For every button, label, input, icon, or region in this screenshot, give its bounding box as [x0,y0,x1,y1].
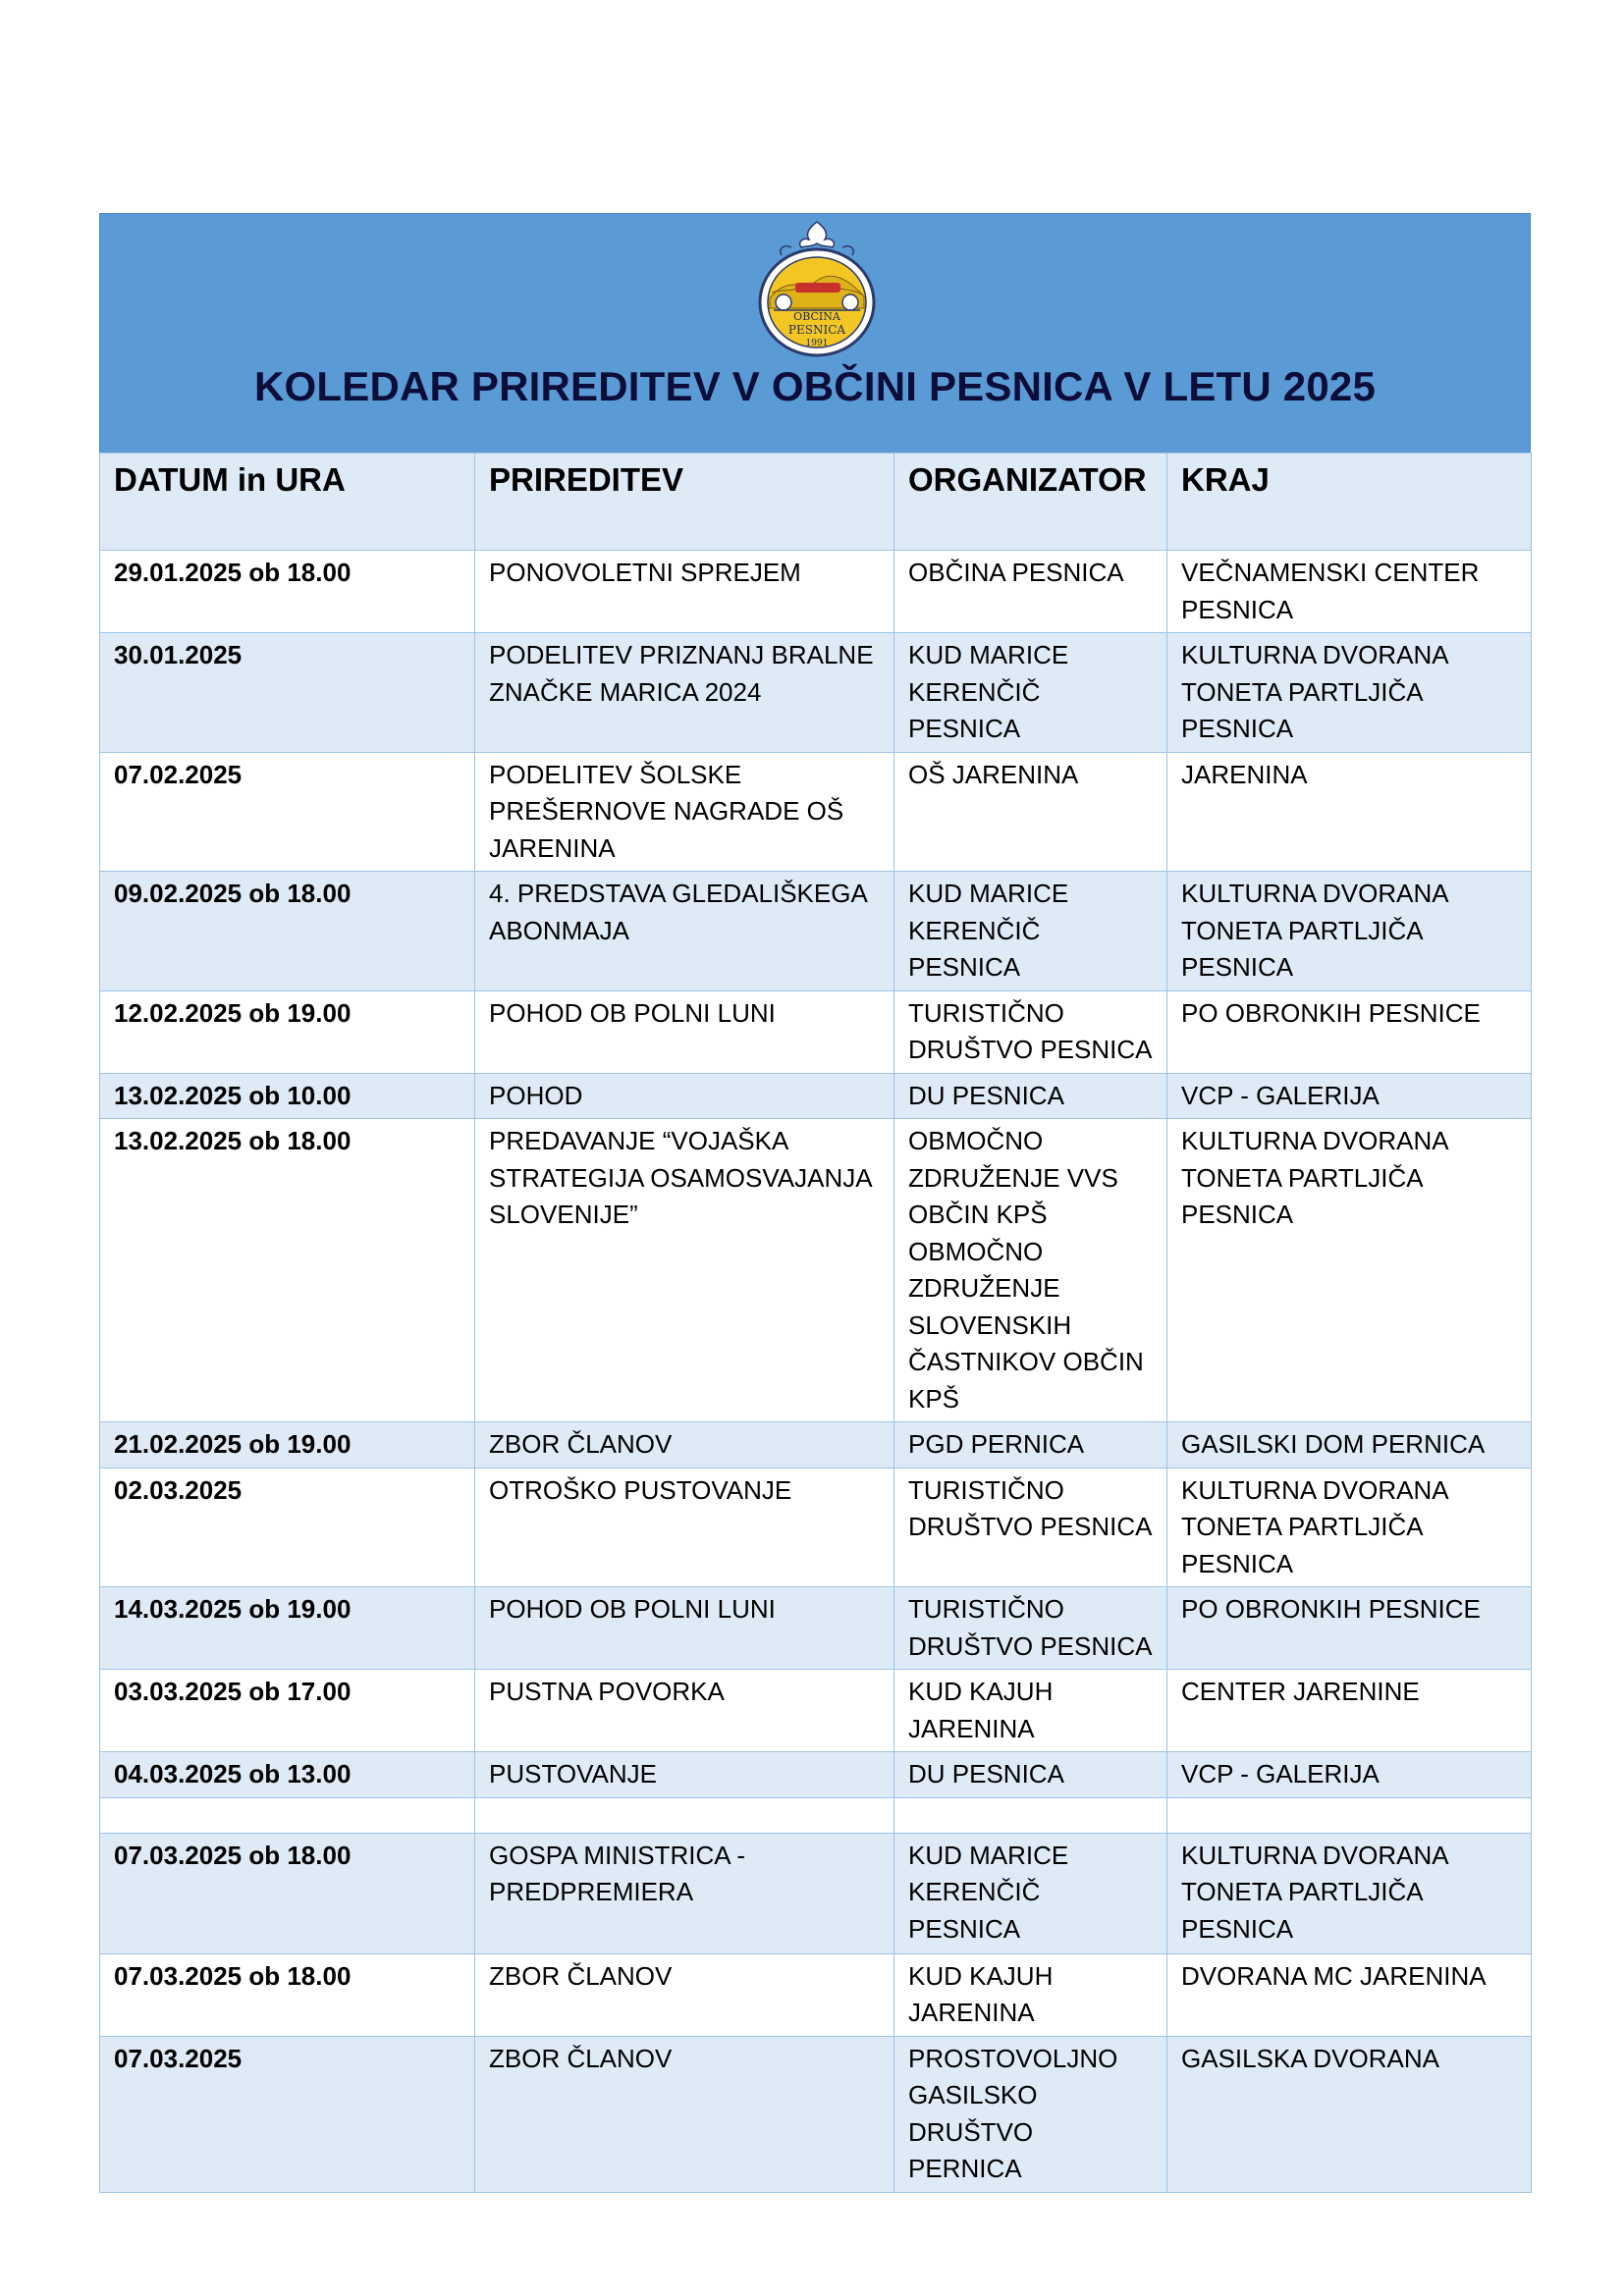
cell-organizator: KUD MARICE KERENČIČ PESNICA [894,1833,1167,1953]
municipality-crest-logo [748,218,886,365]
table-row [100,1468,1532,1587]
cell-organizator: DU PESNICA [894,1073,1167,1119]
cell-datum: 30.01.2025 [100,633,475,753]
cell-prireditev: 4. PREDSTAVA GLEDALIŠKEGA ABONMAJA [475,872,894,991]
header-kraj: KRAJ [1167,454,1532,551]
table-row [100,1797,1532,1833]
crest-text-obcina: OBČINA [793,310,840,323]
cell-kraj: KULTURNA DVORANA TONETA PARTLJIČA PESNICA [1167,1119,1532,1422]
cell-organizator: DU PESNICA [894,1752,1167,1798]
cell-organizator: KUD MARICE KERENČIČ PESNICA [894,633,1167,753]
cell-datum: 07.03.2025 [100,2036,475,2192]
table-row [100,1670,1532,1752]
cell-datum: 29.01.2025 ob 18.00 [100,551,475,633]
cell-prireditev: POHOD [475,1073,894,1119]
table-row [100,1953,1532,2036]
cell-kraj: DVORANA MC JARENINA [1167,1953,1532,2036]
table-row [100,1422,1532,1468]
table-row [100,2036,1532,2192]
cell-prireditev [475,1797,894,1833]
table-row [100,1587,1532,1670]
cell-organizator: OBČINA PESNICA [894,551,1167,633]
cell-kraj: KULTURNA DVORANA TONETA PARTLJIČA PESNICA [1167,1833,1532,1953]
cell-datum: 14.03.2025 ob 19.00 [100,1587,475,1670]
table-row [100,1119,1532,1422]
cell-prireditev: OTROŠKO PUSTOVANJE [475,1468,894,1587]
cell-organizator: OBMOČNO ZDRUŽENJE VVS OBČIN KPŠ OBMOČNO ZDRUŽENJE SLOVENSKIH ČASTNIKOV OBČIN KPŠ [894,1119,1167,1422]
event-table-body [100,551,1532,2193]
cell-kraj: CENTER JARENINE [1167,1670,1532,1752]
cell-prireditev: PODELITEV PRIZNANJ BRALNE ZNAČKE MARICA 2024 [475,633,894,753]
cell-organizator: PGD PERNICA [894,1422,1167,1468]
cell-organizator: TURISTIČNO DRUŠTVO PESNICA [894,1468,1167,1587]
cell-prireditev: PONOVOLETNI SPREJEM [475,551,894,633]
cell-kraj: KULTURNA DVORANA TONETA PARTLJIČA PESNICA [1167,633,1532,753]
cell-prireditev: PODELITEV ŠOLSKE PREŠERNOVE NAGRADE OŠ JARENINA [475,752,894,872]
cell-datum: 13.02.2025 ob 18.00 [100,1119,475,1422]
table-row [100,990,1532,1073]
cell-prireditev: ZBOR ČLANOV [475,1422,894,1468]
cell-prireditev: POHOD OB POLNI LUNI [475,1587,894,1670]
table-row [100,872,1532,991]
crest-text-year: 1991 [805,339,829,348]
cell-kraj: JARENINA [1167,752,1532,872]
header-organizator: ORGANIZATOR [894,454,1167,551]
cell-organizator: OŠ JARENINA [894,752,1167,872]
table-row [100,633,1532,753]
cell-organizator: TURISTIČNO DRUŠTVO PESNICA [894,990,1167,1073]
table-row [100,1752,1532,1798]
cell-organizator: KUD KAJUH JARENINA [894,1670,1167,1752]
cell-kraj: PO OBRONKIH PESNICE [1167,1587,1532,1670]
crest-text-pesnica: PESNICA [787,323,846,337]
cell-datum: 02.03.2025 [100,1468,475,1587]
cell-prireditev: PUSTNA POVORKA [475,1670,894,1752]
cell-datum: 09.02.2025 ob 18.00 [100,872,475,991]
cell-datum [100,1797,475,1833]
cell-datum: 07.02.2025 [100,752,475,872]
event-calendar-document [99,213,1531,2193]
table-row [100,551,1532,633]
cell-prireditev: GOSPA MINISTRICA - PREDPREMIERA [475,1833,894,1953]
cell-kraj: PO OBRONKIH PESNICE [1167,990,1532,1073]
cell-prireditev: POHOD OB POLNI LUNI [475,990,894,1073]
header-prireditev: PRIREDITEV [475,454,894,551]
cell-organizator: KUD MARICE KERENČIČ PESNICA [894,872,1167,991]
cell-datum: 12.02.2025 ob 19.00 [100,990,475,1073]
cell-datum: 07.03.2025 ob 18.00 [100,1833,475,1953]
page-title: KOLEDAR PRIREDITEV V OBČINI PESNICA V LETU 2025 [253,363,1377,409]
cell-datum: 13.02.2025 ob 10.00 [100,1073,475,1119]
cell-organizator: KUD KAJUH JARENINA [894,1953,1167,2036]
cell-prireditev: PUSTOVANJE [475,1752,894,1798]
cell-kraj: KULTURNA DVORANA TONETA PARTLJIČA PESNICA [1167,1468,1532,1587]
cell-prireditev: PREDAVANJE “VOJAŠKA STRATEGIJA OSAMOSVAJANJA SLOVENIJE” [475,1119,894,1422]
cell-kraj: KULTURNA DVORANA TONETA PARTLJIČA PESNICA [1167,872,1532,991]
cell-datum: 03.03.2025 ob 17.00 [100,1670,475,1752]
cell-kraj: VEČNAMENSKI CENTER PESNICA [1167,551,1532,633]
cell-prireditev: ZBOR ČLANOV [475,2036,894,2192]
cell-organizator: PROSTOVOLJNO GASILSKO DRUŠTVO PERNICA [894,2036,1167,2192]
cell-organizator: TURISTIČNO DRUŠTVO PESNICA [894,1587,1167,1670]
cell-kraj [1167,1797,1532,1833]
cell-kraj: VCP - GALERIJA [1167,1073,1532,1119]
cell-kraj: VCP - GALERIJA [1167,1752,1532,1798]
table-header-row [100,454,1532,551]
table-row [100,1073,1532,1119]
title-banner [99,213,1531,453]
cell-kraj: GASILSKI DOM PERNICA [1167,1422,1532,1468]
table-row [100,1833,1532,1953]
cell-datum: 21.02.2025 ob 19.00 [100,1422,475,1468]
header-datum: DATUM in URA [100,454,475,551]
cell-kraj: GASILSKA DVORANA [1167,2036,1532,2192]
cell-prireditev: ZBOR ČLANOV [475,1953,894,2036]
cell-datum: 07.03.2025 ob 18.00 [100,1953,475,2036]
cell-datum: 04.03.2025 ob 13.00 [100,1752,475,1798]
event-table [99,453,1532,2193]
table-row [100,752,1532,872]
cell-organizator [894,1797,1167,1833]
